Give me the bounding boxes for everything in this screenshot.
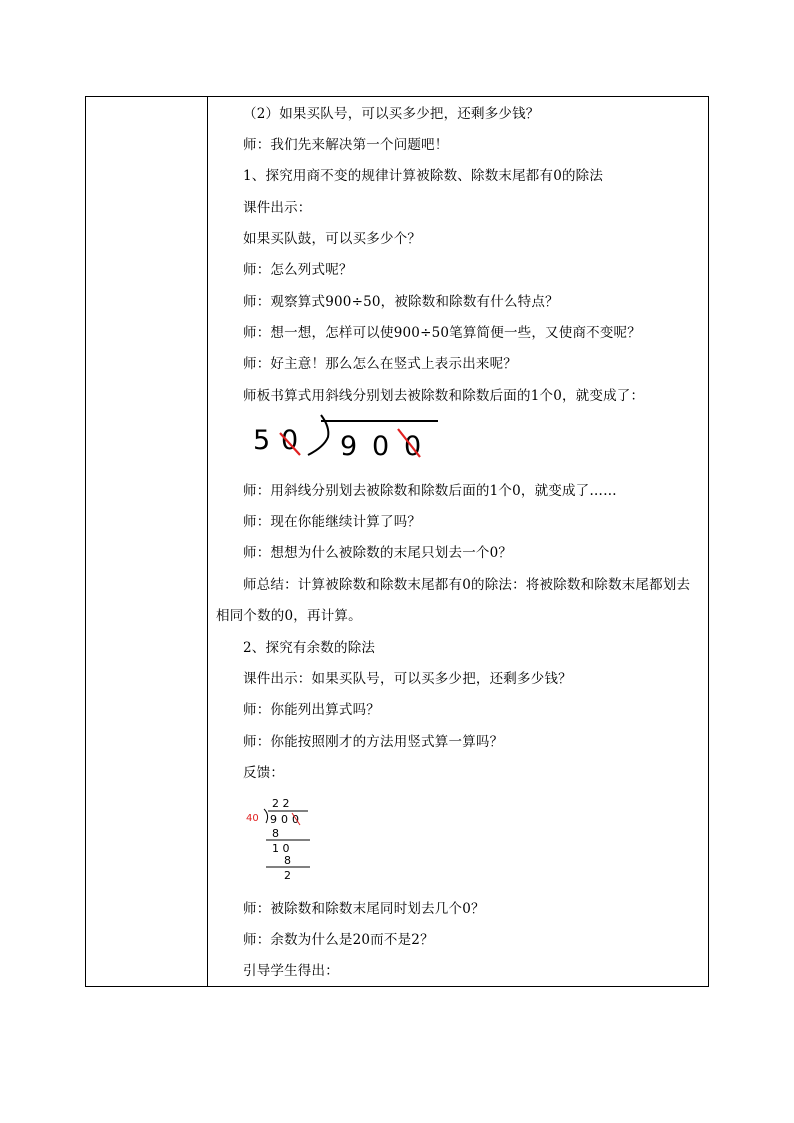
text-line: 师板书算式用斜线分别划去被除数和除数后面的1个0，就变成了：	[243, 388, 645, 404]
dividend-digit: 9	[340, 431, 358, 462]
text-line: 师：想想为什么被除数的末尾只划去一个0？	[243, 545, 513, 561]
quotient-text: 2 2	[272, 797, 290, 810]
text-line: 师总结：计算被除数和除数末尾都有0的除法：将被除数和除数末尾都划去	[243, 577, 691, 593]
text-line: 如果买队鼓，可以买多少个？	[243, 231, 422, 247]
division-figure-small	[244, 797, 324, 883]
text-line: 师：你能按照刚才的方法用竖式算一算吗？	[243, 734, 504, 750]
dividend-digit: 0	[292, 813, 299, 826]
text-line: 师：你能列出算式吗？	[243, 702, 380, 718]
step-remainder: 1 0	[272, 842, 290, 855]
text-line: 师：好主意！那么怎么在竖式上表示出来呢？	[243, 356, 517, 372]
text-line: 师：现在你能继续计算了吗？	[243, 514, 422, 530]
text-line: 师：怎么列式呢？	[243, 262, 353, 278]
divisor-text: 40	[246, 813, 259, 824]
text-line: 师：用斜线分别划去被除数和除数后面的1个0，就变成了……	[243, 483, 617, 499]
division-figure-large	[248, 415, 448, 461]
text-line: 课件出示：	[243, 200, 312, 216]
step-product: 8	[272, 827, 279, 840]
text-line: 师：想一想，怎样可以使900÷50笔算简便一些，又使商不变呢？	[243, 325, 641, 341]
text-line: 师：观察算式900÷50，被除数和除数有什么特点？	[243, 294, 559, 310]
division-diagram-small	[244, 797, 324, 883]
lesson-table	[85, 96, 709, 987]
dividend-digit: 0	[372, 431, 390, 462]
division-diagram-large	[248, 415, 448, 461]
text-line: 相同个数的0，再计算。	[216, 608, 362, 624]
division-bracket	[264, 809, 268, 823]
dividend-digit: 0	[281, 813, 288, 826]
text-line: 师：我们先来解决第一个问题吧！	[243, 137, 449, 153]
divisor-digit: 5	[253, 425, 271, 456]
text-line: 2、探究有余数的除法	[243, 640, 376, 656]
text-line: 师：余数为什么是20而不是2？	[243, 932, 434, 948]
left-column-cell	[86, 97, 208, 986]
text-line: 师：被除数和除数末尾同时划去几个0？	[243, 901, 485, 917]
content-cell	[208, 97, 708, 986]
text-line: （2）如果买队号，可以买多少把，还剩多少钱？	[243, 106, 540, 122]
divisor-digit: 0	[281, 425, 299, 456]
step-product: 8	[284, 854, 291, 867]
text-line: 课件出示：如果买队号，可以买多少把，还剩多少钱？	[243, 671, 572, 687]
remainder-text: 2	[284, 869, 291, 882]
text-line: 1、探究用商不变的规律计算被除数、除数末尾都有0的除法	[243, 168, 604, 184]
dividend-digit: 0	[404, 431, 422, 462]
text-line: 反馈：	[243, 765, 285, 781]
text-line: 引导学生得出：	[243, 963, 339, 979]
dividend-digit: 9	[270, 813, 277, 826]
